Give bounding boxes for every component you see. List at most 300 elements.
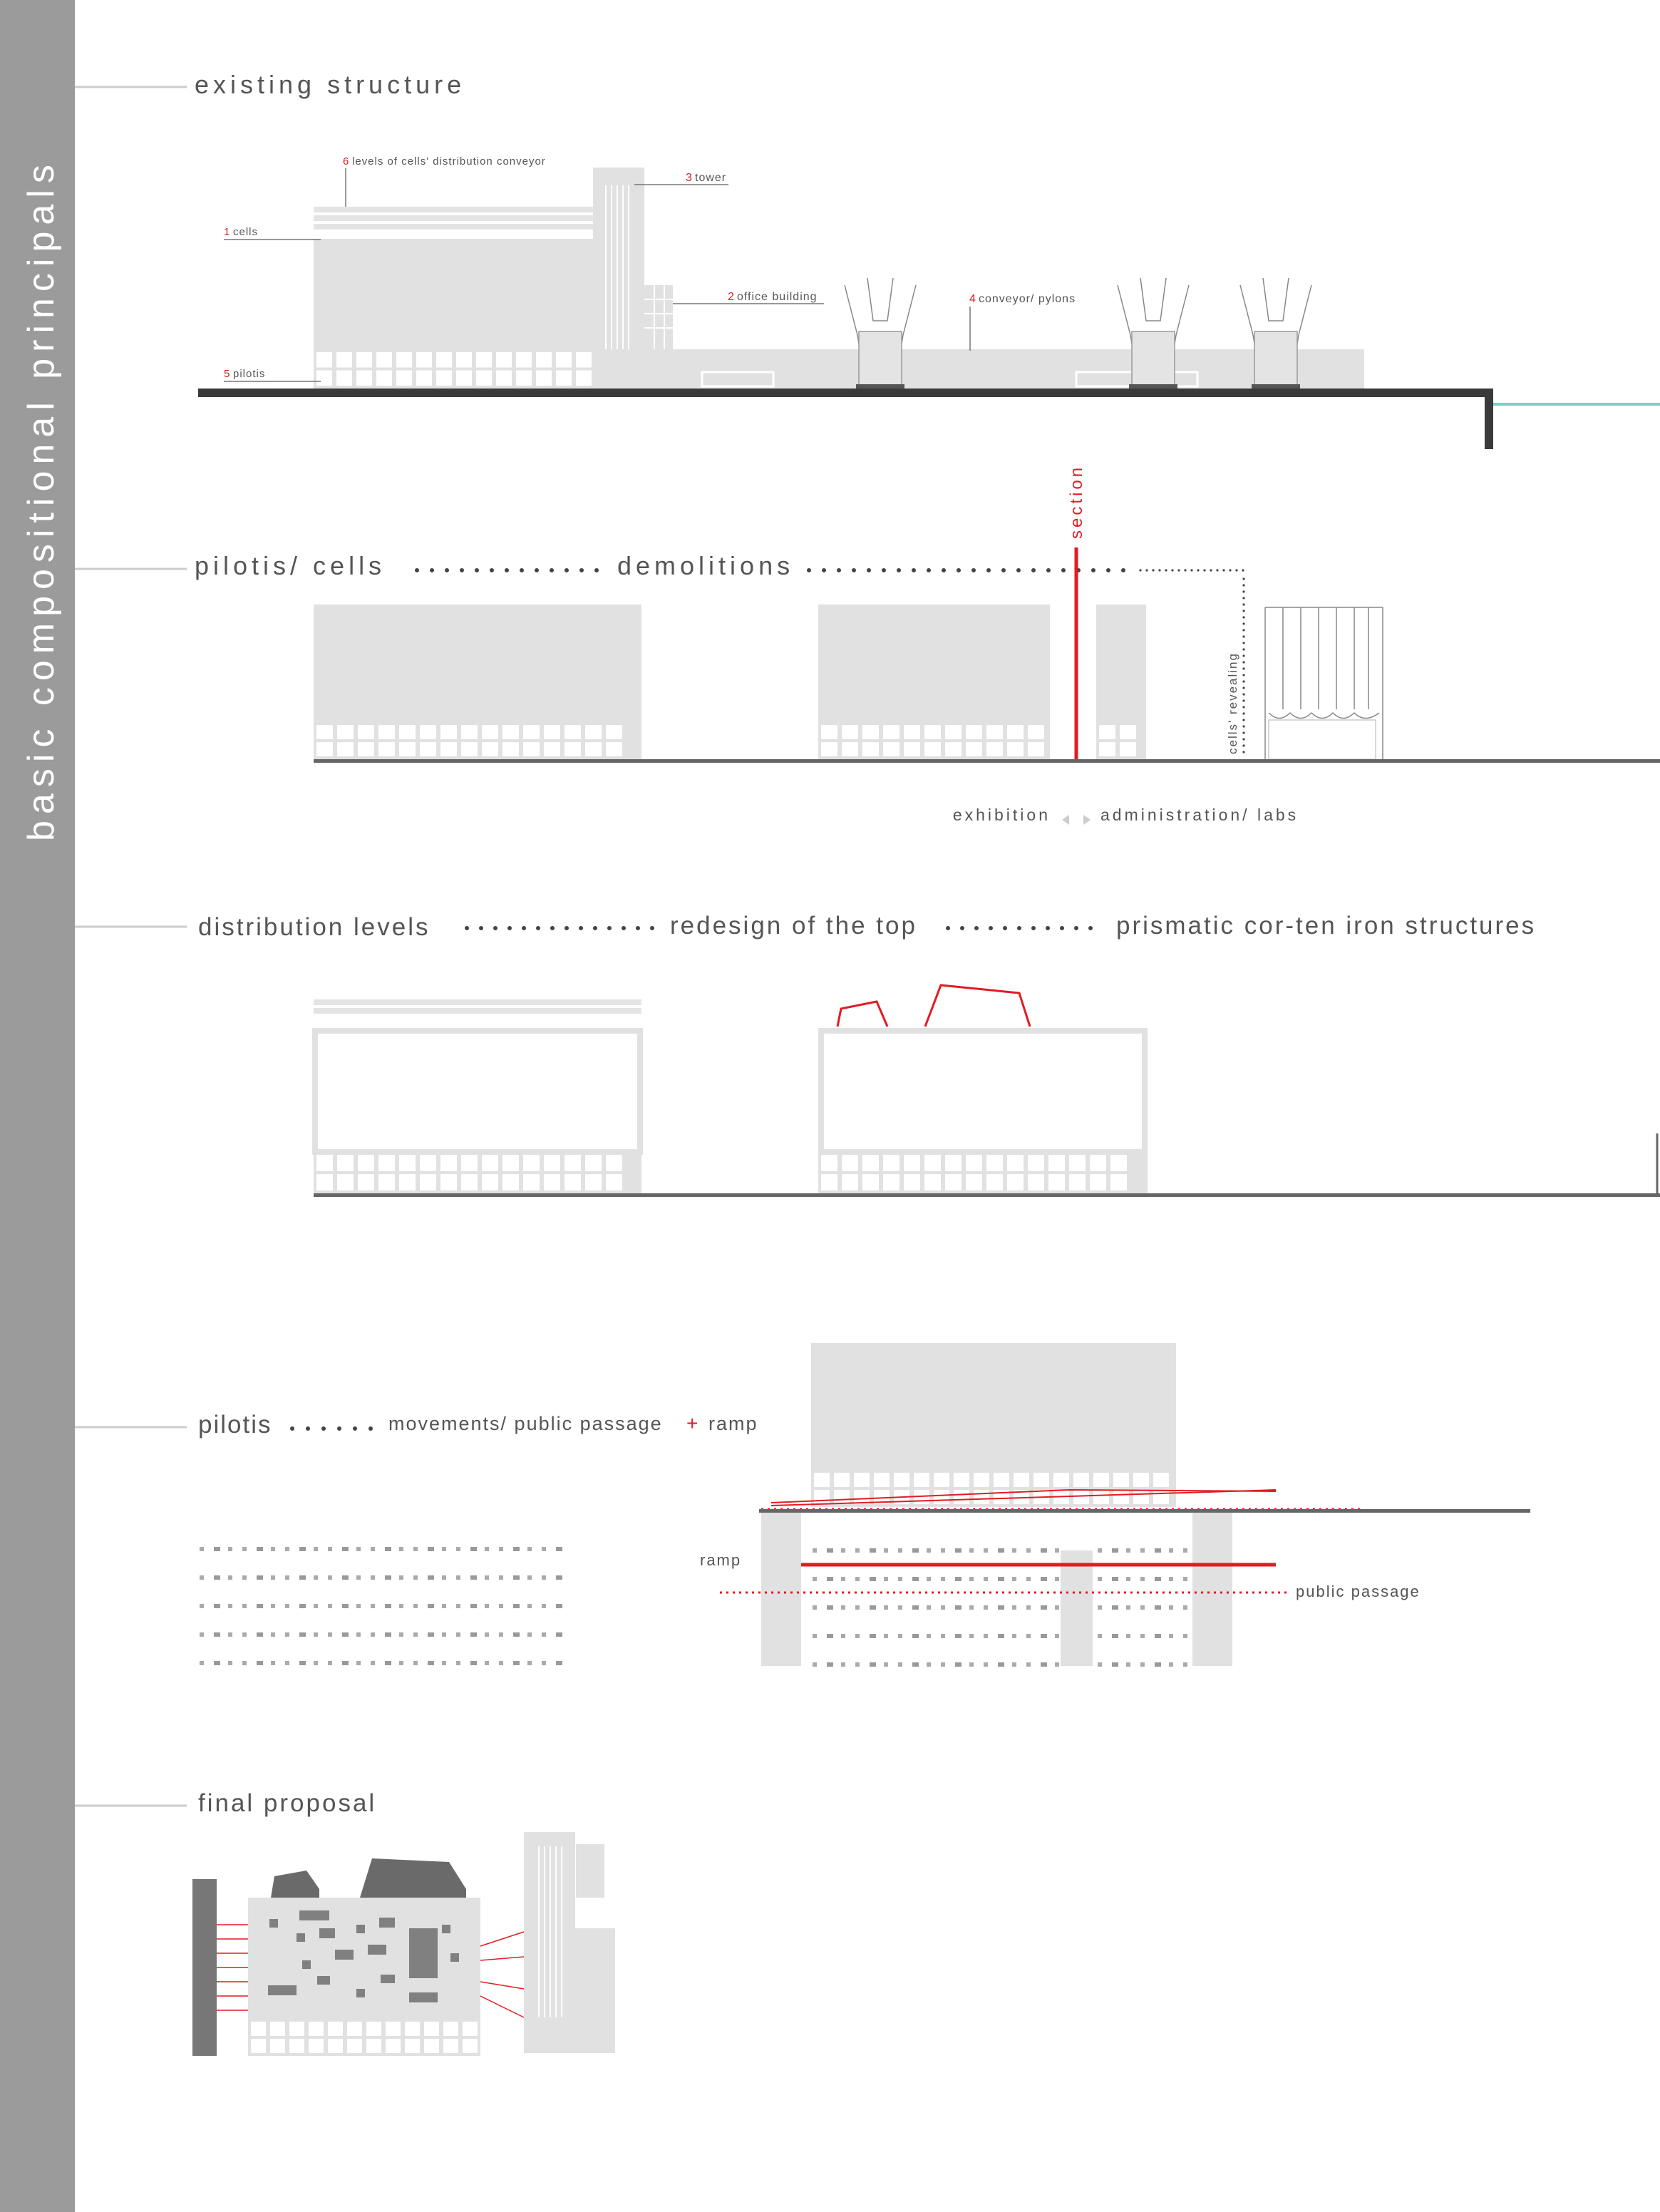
distribution-level (314, 1008, 641, 1014)
pilotis-grid (248, 2019, 480, 2056)
conveyor-level (314, 207, 593, 212)
plan-dot (1098, 1577, 1102, 1581)
plan-dot (1183, 1605, 1187, 1610)
dot (490, 568, 494, 572)
ramp-label: ramp (700, 1551, 742, 1569)
pilotis-bay (924, 742, 941, 756)
cells-block (818, 605, 1050, 722)
pilotis-bay (496, 371, 512, 386)
pilotis-bay (585, 1155, 602, 1171)
plan-dot (214, 1575, 220, 1580)
svg-text:cells: cells (233, 226, 259, 238)
pilotis-column (1192, 1513, 1232, 1666)
plan-dot (841, 1577, 845, 1581)
dot (1017, 926, 1021, 930)
plan-dot (399, 1547, 403, 1551)
pilotis-bay (270, 2022, 285, 2036)
label-6-conveyor-levels (343, 155, 546, 207)
section-distribution-levels (75, 912, 1660, 1197)
dot (579, 926, 583, 930)
plan-dot (969, 1548, 974, 1553)
pilotis-bay (405, 2039, 420, 2053)
pilotis-bay (358, 1174, 374, 1190)
plan-dot (542, 1575, 546, 1580)
pilotis-bay (1007, 742, 1024, 756)
dot (430, 568, 434, 572)
section-final-proposal (75, 1789, 615, 2056)
plan-dot (314, 1604, 318, 1608)
plan-dot (1055, 1577, 1059, 1581)
dot (1242, 609, 1244, 612)
pilotis-bay (842, 725, 858, 739)
plan-dot (941, 1605, 945, 1610)
plan-dot (941, 1662, 945, 1667)
plan-dot (813, 1605, 817, 1610)
plan-dot (1126, 1634, 1130, 1638)
dot (957, 568, 961, 572)
plan-dot (214, 1632, 220, 1637)
dot (579, 568, 584, 572)
plan-dot (499, 1575, 503, 1580)
plan-dot (371, 1632, 375, 1637)
plan-dot (1140, 1577, 1145, 1581)
dot (1242, 744, 1244, 746)
plan-dot (1041, 1662, 1047, 1667)
pilotis-bay (544, 1174, 560, 1190)
dot (989, 926, 993, 930)
pilotis-bay (336, 371, 352, 386)
dot (550, 568, 554, 572)
dot (622, 926, 626, 930)
pilotis-bay (904, 1174, 920, 1190)
plan-dot (1155, 1605, 1161, 1610)
plan-dot (342, 1547, 349, 1551)
pilotis-bay (986, 742, 1003, 756)
pilotis-bay (1120, 742, 1136, 756)
dot (1060, 926, 1064, 930)
section-pilotis-movements (75, 1343, 1530, 1667)
distribution-level (314, 999, 641, 1005)
pilotis-bay (316, 1155, 333, 1171)
ground-line (759, 1509, 1530, 1513)
pylon-body (859, 331, 902, 389)
dot (1031, 568, 1036, 572)
plan-dot (200, 1661, 204, 1665)
plan-dot (884, 1634, 888, 1638)
plan-dot (285, 1547, 289, 1551)
pilotis-bay (356, 371, 372, 386)
dot (1242, 731, 1244, 734)
dot (822, 568, 826, 572)
plan-dot (399, 1604, 403, 1608)
plan-dot (984, 1577, 988, 1581)
pilotis-bay (883, 742, 899, 756)
exhibition-label: exhibition (952, 806, 1051, 824)
pilotis-grid (811, 1470, 1176, 1507)
pilotis-bay (440, 742, 457, 756)
plan-dot (998, 1577, 1004, 1581)
ground-line (314, 759, 1660, 763)
dot (321, 1426, 326, 1431)
plan-dot (841, 1634, 845, 1638)
pilotis-bay (1099, 742, 1115, 756)
plan-dot (470, 1661, 477, 1665)
plan-dot (827, 1605, 833, 1610)
side-wall (192, 1879, 217, 2056)
cells-block (314, 605, 641, 722)
pilotis-bay (834, 1473, 850, 1487)
dot (1061, 568, 1066, 572)
pilotis-bay (536, 371, 552, 386)
pilotis-bay (606, 742, 622, 756)
pilotis-bay (456, 352, 472, 368)
pilotis-bay (914, 1473, 929, 1487)
plan-dot (456, 1661, 460, 1665)
pilotis-bay (854, 1473, 870, 1487)
pilotis-bay (1133, 1490, 1149, 1504)
dot (507, 926, 512, 930)
pilotis-bay (1099, 725, 1115, 739)
pilotis-bay (516, 352, 532, 368)
plan-dot (513, 1547, 520, 1551)
plan-dot (328, 1604, 332, 1608)
dot (1242, 667, 1244, 669)
plan-dot (442, 1661, 446, 1665)
cells-outline (821, 1031, 1145, 1152)
plan-dot (1183, 1662, 1187, 1667)
pilotis-bay (904, 725, 920, 739)
plan-dot (385, 1547, 391, 1551)
pilotis-bay (904, 1155, 920, 1171)
dot (520, 568, 524, 572)
pilotis-bay (482, 742, 498, 756)
plan-dot (299, 1632, 306, 1637)
pilotis-bay (585, 742, 602, 756)
pilotis-bay (954, 1473, 969, 1487)
plan-dot (413, 1604, 418, 1608)
dot (1139, 569, 1141, 571)
plan-dot (556, 1604, 562, 1608)
plan-dot (884, 1662, 888, 1667)
pilotis-bay (1073, 1473, 1089, 1487)
dot (368, 1426, 373, 1431)
dot (1106, 568, 1110, 572)
plan-dot (442, 1604, 446, 1608)
pilotis-bay (1028, 1155, 1044, 1171)
pilotis-bay (556, 371, 572, 386)
pilotis-bay (358, 1155, 374, 1171)
dot (960, 926, 964, 930)
plan-dot (1126, 1577, 1130, 1581)
pilotis-bay (954, 1490, 969, 1504)
dot (897, 568, 901, 572)
plan-dot (485, 1575, 489, 1580)
dot (1184, 569, 1186, 571)
dot (337, 1426, 341, 1431)
plan-dot (456, 1575, 460, 1580)
plan-dot (314, 1632, 318, 1637)
section-title: pilotis/ cells (195, 551, 386, 580)
dot (1165, 569, 1167, 571)
dot (1242, 706, 1244, 708)
dot (593, 926, 597, 930)
plan-dot (299, 1661, 306, 1665)
plan-dot (242, 1547, 247, 1551)
dot (415, 568, 419, 572)
dot (290, 1426, 294, 1431)
plan-dot (1140, 1548, 1145, 1553)
dot (1242, 661, 1244, 663)
plan-dot (1183, 1634, 1187, 1638)
plan-dot (984, 1548, 988, 1553)
plan-dot (299, 1575, 306, 1580)
dot (1242, 680, 1244, 682)
corten-roof (271, 1871, 319, 1898)
plan-dot (955, 1605, 962, 1610)
pilotis-bay (337, 1174, 354, 1190)
plan-dot (827, 1634, 833, 1638)
pylon-hopper (1263, 278, 1289, 321)
plan-dot (242, 1661, 247, 1665)
plan-dot (827, 1662, 833, 1667)
pilotis-bay (523, 1155, 540, 1171)
plan-dot (813, 1548, 817, 1553)
plan-dot (1169, 1548, 1173, 1553)
pilotis-bay (316, 1174, 333, 1190)
pilotis-bay (1007, 1155, 1024, 1171)
pilotis-bay (420, 725, 436, 739)
pilotis-bay (834, 1490, 850, 1504)
pilotis-bay (945, 742, 962, 756)
plan-dot (927, 1634, 931, 1638)
dot (650, 926, 654, 930)
plan-dot (870, 1605, 876, 1610)
svg-text:conveyor/ pylons: conveyor/ pylons (979, 293, 1076, 305)
dot (1121, 568, 1125, 572)
plan-dot (998, 1662, 1004, 1667)
plan-dot (1055, 1605, 1059, 1610)
plan-dot (1026, 1577, 1031, 1581)
plan-dot (385, 1604, 391, 1608)
pilotis-bay (544, 1155, 560, 1171)
plan-dot (442, 1632, 446, 1637)
plan-dot (257, 1632, 263, 1637)
public-passage-label: public passage (1296, 1583, 1421, 1600)
dot (1242, 569, 1244, 571)
plan-dot (399, 1661, 403, 1665)
plan-dot (813, 1662, 817, 1667)
pilotis-bay (1048, 1174, 1065, 1190)
plan-dot (855, 1605, 860, 1610)
plan-dot (257, 1547, 263, 1551)
pilotis-bay (576, 371, 592, 386)
plan-dot (955, 1548, 962, 1553)
pilotis-bay (821, 1155, 837, 1171)
plan-dot (1098, 1605, 1102, 1610)
plan-dot (342, 1661, 349, 1665)
plan-dot (1140, 1634, 1145, 1638)
plan-dot (314, 1547, 318, 1551)
plan-dot (442, 1575, 446, 1580)
dot (927, 568, 931, 572)
pilotis-bay (862, 742, 879, 756)
plan-dot (984, 1662, 988, 1667)
pilotis-bay (440, 1155, 457, 1171)
plan-dot (456, 1604, 460, 1608)
plan-dot (200, 1547, 204, 1551)
pilotis-bay (378, 742, 395, 756)
pilotis-bay (443, 2039, 458, 2053)
pilotis-bay (328, 2022, 343, 2036)
dot (1210, 569, 1212, 571)
pilotis-bay (347, 2022, 362, 2036)
dot (974, 926, 979, 930)
dot (1152, 569, 1154, 571)
pilotis-bay (420, 1174, 436, 1190)
pilotis-bay (461, 742, 478, 756)
plan-dot (1026, 1605, 1031, 1610)
cells-block (248, 1898, 480, 2019)
plan-dot (428, 1661, 434, 1665)
dot (1242, 725, 1244, 727)
plan-dot (1126, 1605, 1130, 1610)
plan-dot (1098, 1634, 1102, 1638)
pilotis-bay (974, 1490, 989, 1504)
pilotis-bay (502, 725, 519, 739)
pilotis-bay (461, 1174, 478, 1190)
arrow-left-icon (1062, 815, 1069, 825)
pilotis-grid (314, 1152, 1148, 1193)
pilotis-bay (1153, 1490, 1169, 1504)
plan-dot (257, 1604, 263, 1608)
pilotis-grid (314, 722, 1146, 759)
dot (1001, 568, 1006, 572)
dot (1171, 569, 1173, 571)
administration-label: administration/ labs (1100, 806, 1299, 824)
pilotis-grid (314, 349, 593, 389)
pilotis-bay (1007, 725, 1024, 739)
plan-dot (941, 1548, 945, 1553)
pilotis-bay (576, 352, 592, 368)
dot (1074, 926, 1078, 930)
plan-dot (356, 1575, 361, 1580)
pilotis-bay (436, 352, 452, 368)
plan-dot (542, 1547, 546, 1551)
pilotis-bay (556, 352, 572, 368)
pilotis-bay (358, 725, 374, 739)
plan-dot (927, 1577, 931, 1581)
plan-dot (527, 1604, 532, 1608)
dot (1242, 629, 1244, 631)
dot (1031, 926, 1036, 930)
plan-dot (214, 1547, 220, 1551)
plan-dot (342, 1604, 349, 1608)
pilotis-bay (416, 371, 432, 386)
dotted-connector (290, 1426, 373, 1431)
plan-dot (1055, 1634, 1059, 1638)
dot (594, 568, 599, 572)
pylon-foot (1252, 384, 1300, 389)
plan-dot (1169, 1662, 1173, 1667)
pilotis-bay (289, 2039, 304, 2053)
pilotis-bay (328, 2039, 343, 2053)
plan-dot (442, 1547, 446, 1551)
sidebar-title: basic compositional principals (21, 158, 62, 841)
plan-dot (485, 1632, 489, 1637)
plan-dot (499, 1547, 503, 1551)
pilotis-bay (945, 1155, 962, 1171)
pilotis-bay (1028, 1174, 1044, 1190)
pilotis-column (1061, 1550, 1093, 1666)
ground-step (1485, 389, 1493, 449)
plan-dot (200, 1575, 204, 1580)
pilotis-bay (476, 371, 492, 386)
plan-dot (1055, 1548, 1059, 1553)
pilotis-bay (316, 371, 332, 386)
svg-text:6: 6 (343, 155, 349, 168)
plan-dot (527, 1661, 532, 1665)
pilotis-bay (1048, 1155, 1065, 1171)
plan-dot (399, 1632, 403, 1637)
dot (460, 568, 464, 572)
section-title: distribution levels (198, 913, 431, 941)
pilotis-bay (966, 1155, 982, 1171)
pilotis-plan (200, 1547, 562, 1665)
svg-text:levels of cells' distribution: levels of cells' distribution conveyor (352, 155, 546, 168)
plan-dot (1169, 1577, 1173, 1581)
plan-dot (1112, 1662, 1118, 1667)
section-title-redesign: redesign of the top (670, 912, 917, 940)
plan-dot (342, 1632, 349, 1637)
plan-dot (285, 1604, 289, 1608)
pilotis-bay (994, 1473, 1009, 1487)
pilotis-bay (420, 742, 436, 756)
plan-dot (1012, 1662, 1016, 1667)
plan-dot (827, 1577, 833, 1581)
pilotis-bay (1113, 1490, 1129, 1504)
dot (505, 568, 509, 572)
plan-dot (456, 1632, 460, 1637)
plan-dot (1026, 1662, 1031, 1667)
dot (1242, 597, 1244, 599)
plan-dot (1183, 1577, 1187, 1581)
pilotis-bay (405, 2022, 420, 2036)
section-demolitions (75, 465, 1660, 825)
svg-text:tower: tower (695, 172, 727, 184)
plan-dot (257, 1661, 263, 1665)
plan-dot (356, 1632, 361, 1637)
plan-dot (399, 1575, 403, 1580)
plan-dot (542, 1604, 546, 1608)
plan-dot (855, 1577, 860, 1581)
plan-dot (1055, 1662, 1059, 1667)
pilotis-bay (523, 725, 540, 739)
wall-connectors (217, 1925, 248, 2010)
plan-dot (285, 1661, 289, 1665)
label-3-tower (634, 172, 728, 185)
pilotis-bay (821, 1174, 837, 1190)
plan-dot (485, 1661, 489, 1665)
dot (1046, 926, 1050, 930)
pilotis-bay (440, 725, 457, 739)
dot (479, 926, 483, 930)
plan-dot (1183, 1548, 1187, 1553)
plus-icon: + (686, 1412, 698, 1434)
pilotis-bay (564, 1174, 581, 1190)
plan-dot (898, 1662, 902, 1667)
plan-dot (941, 1634, 945, 1638)
arrow-right-icon (1083, 815, 1091, 825)
